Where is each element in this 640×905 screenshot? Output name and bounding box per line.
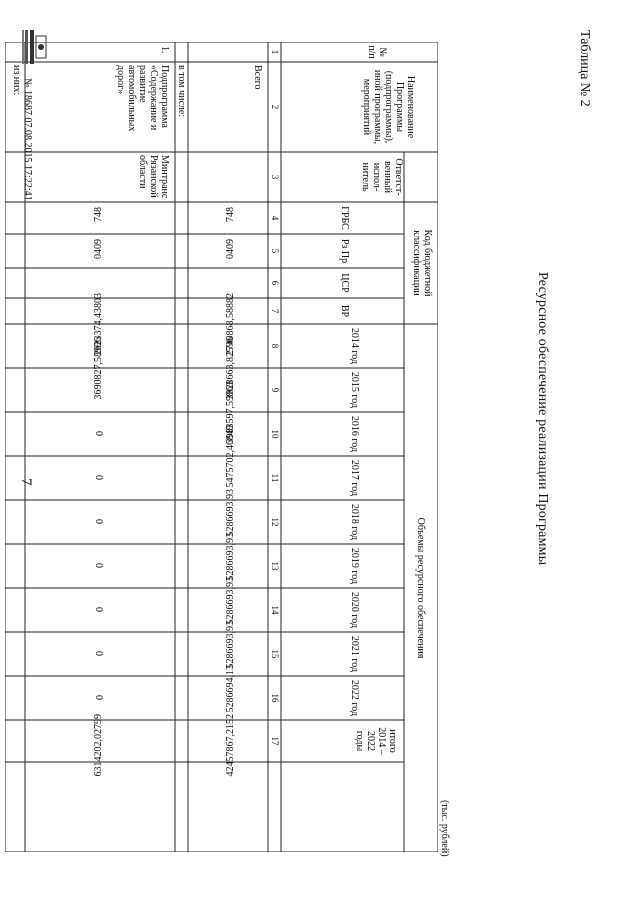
row-subprogram-2022: 0 xyxy=(93,695,104,700)
row-total-grbs: 748 xyxy=(225,207,236,222)
row-subprogram-no: 1. xyxy=(159,46,170,54)
colnum-3: 3 xyxy=(270,174,280,180)
units-note: (тыс. рублей) xyxy=(439,800,450,857)
row-subprogram-2019: 0 xyxy=(93,563,104,568)
row-total-2014: 2740868,58882 xyxy=(225,293,236,356)
row-total-name: Всего xyxy=(252,65,263,90)
row-subprogram-sum: 6314202,02799 xyxy=(93,714,104,777)
row-subprogram-2021: 0 xyxy=(93,651,104,656)
header-total: итого 2014 – 2022 годы xyxy=(354,727,398,755)
header-executor: Ответст-венный испол-нитель xyxy=(360,158,404,196)
header-no: № п/п xyxy=(366,45,388,59)
header-vr: ВР xyxy=(339,304,350,318)
colnum-6: 6 xyxy=(270,280,280,286)
header-year-2022: 2022 год xyxy=(349,679,360,717)
row-subprogram-executor: Минтранс Рязанской области xyxy=(137,155,170,199)
header-budget-code: Код бюджетной классификации xyxy=(411,229,433,297)
row-total-2016: 3983597,59963 xyxy=(225,381,236,444)
registration-stamp-icon xyxy=(20,28,52,66)
row-subprogram-name: Подпрограмма «Содержание и развитие автомобильных дорог» xyxy=(115,65,170,132)
colnum-12: 12 xyxy=(270,517,280,527)
colnum-9: 9 xyxy=(270,387,280,393)
table-caption: Таблица № 2 xyxy=(577,30,592,107)
header-year-2014: 2014 год xyxy=(349,327,360,365)
row-subprogram-2018: 0 xyxy=(93,519,104,524)
row-subprogram-2014: 2623374,43803 xyxy=(93,293,104,356)
header-year-2020: 2020 год xyxy=(349,591,360,629)
header-csr: ЦСР xyxy=(339,273,350,293)
row-including-label: в том числе: xyxy=(176,65,187,118)
row-total-rzpr: 0409 xyxy=(225,239,236,259)
row-subprogram-2020: 0 xyxy=(93,607,104,612)
colnum-11: 11 xyxy=(270,473,280,483)
colnum-13: 13 xyxy=(270,561,280,571)
document-title: Ресурсное обеспечение реализации Программы xyxy=(535,272,550,566)
row-subprogram-2015: 3690827,58996 xyxy=(93,337,104,400)
header-year-2021: 2021 год xyxy=(349,635,360,673)
row-subprogram-2017: 0 xyxy=(93,475,104,480)
colnum-14: 14 xyxy=(270,605,280,615)
colnum-17: 17 xyxy=(270,736,280,746)
row-subprogram-grbs: 748 xyxy=(93,207,104,222)
colnum-16: 16 xyxy=(270,693,280,703)
row-total-2021: 5286693,93 xyxy=(225,621,236,669)
colnum-5: 5 xyxy=(270,248,280,254)
row-total-2022: 5286694,13 xyxy=(225,665,236,713)
colnum-4: 4 xyxy=(270,215,280,221)
header-year-2016: 2016 год xyxy=(349,415,360,453)
row-total-sum: 42457867,2152 xyxy=(225,714,236,777)
header-name: Наименование Программы (подпрограммы), иной программы, мероприятий xyxy=(361,69,416,145)
row-total-2019: 5286693,93 xyxy=(225,533,236,581)
colnum-2: 2 xyxy=(270,104,280,110)
header-resources: Объемы ресурсного обеспечения xyxy=(415,517,426,659)
header-rzpr: Рз Пр xyxy=(339,238,350,264)
row-subprogram-2016: 0 xyxy=(93,431,104,436)
row-total-2015: 3828663,82596 xyxy=(225,337,236,400)
colnum-8: 8 xyxy=(270,343,280,349)
registration-note: № 18687 07.08.2015 17:22:41 xyxy=(22,78,33,201)
colnum-7: 7 xyxy=(270,308,280,314)
row-total-2018: 5286693,93 xyxy=(225,489,236,537)
row-of-them-label: из них: xyxy=(11,65,22,96)
colnum-15: 15 xyxy=(270,649,280,659)
page-number: 7 xyxy=(18,478,34,486)
header-grbs: ГРБС xyxy=(339,206,350,230)
colnum-1: 1 xyxy=(270,49,280,55)
header-year-2018: 2018 год xyxy=(349,503,360,541)
row-total-2017: 5475702,46849 xyxy=(225,425,236,488)
colnum-10: 10 xyxy=(270,429,280,439)
row-total-2020: 5286693,93 xyxy=(225,577,236,625)
header-year-2019: 2019 год xyxy=(349,547,360,585)
header-year-2015: 2015 год xyxy=(349,371,360,409)
row-subprogram-rzpr: 0409 xyxy=(93,239,104,259)
header-year-2017: 2017 год xyxy=(349,459,360,497)
resource-table xyxy=(5,42,438,852)
